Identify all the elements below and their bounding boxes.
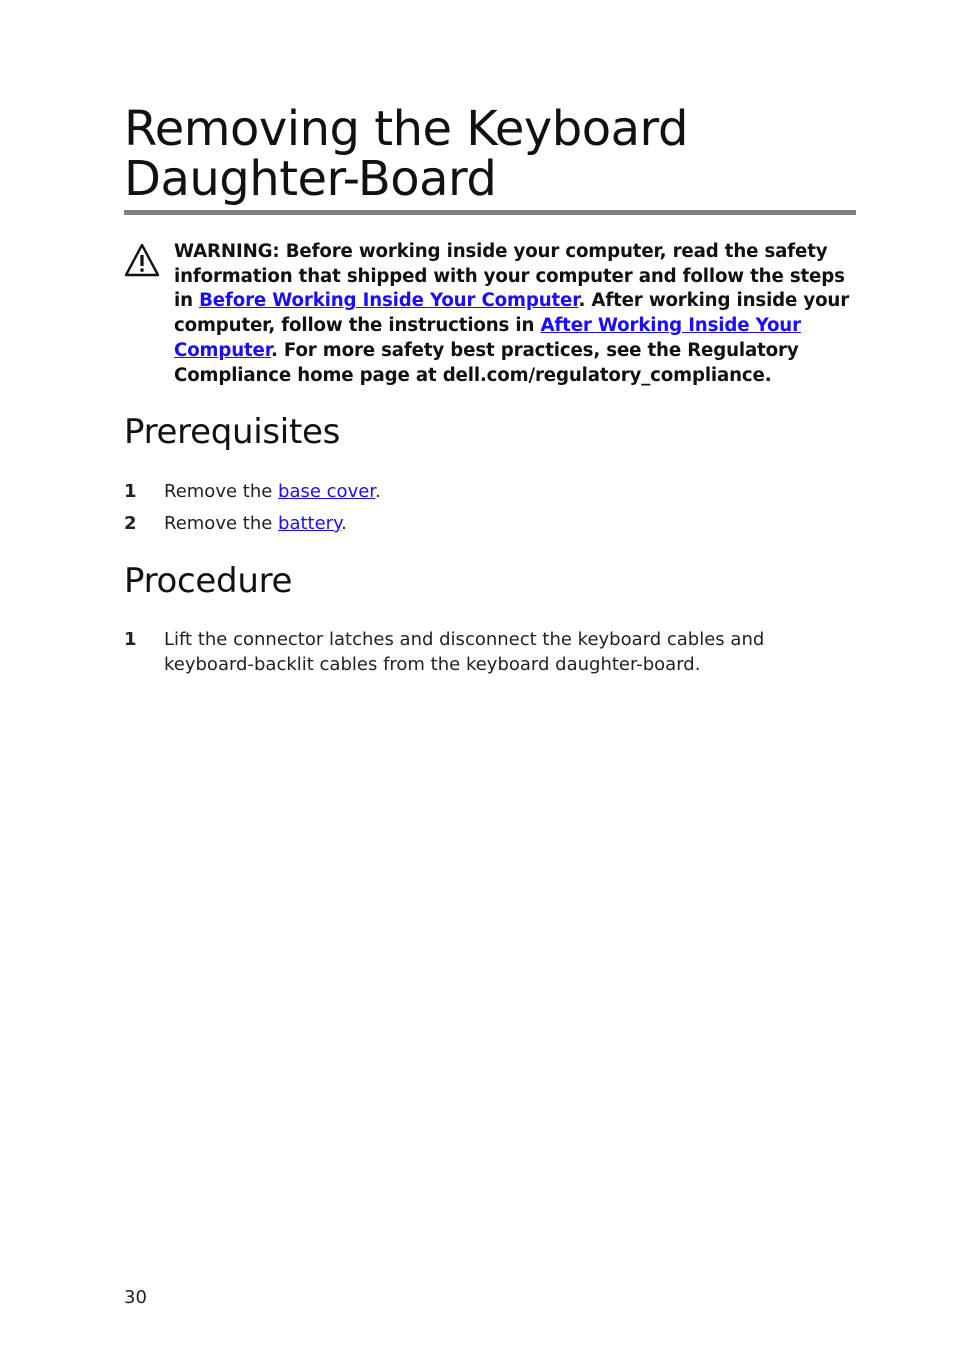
step-text-before: Remove the: [164, 481, 279, 502]
warning-text-part-1: WARNING: Before working inside your computer, read the safety information that shipped with your computer and follow the steps in: [174, 241, 845, 312]
step-text-before: Remove the: [164, 513, 279, 534]
warning-text-part-3: . For more safety best practices, see the Regulatory Compliance home page at dell.com/regulatory_compliance.: [174, 339, 799, 386]
link-before-working-inside-your-computer[interactable]: Before Working Inside Your Computer: [199, 290, 579, 312]
page-number: 30: [124, 1287, 147, 1308]
page-title-line-1: Removing the Keyboard: [124, 101, 688, 157]
link-after-working-inside-your-computer[interactable]: After Working Inside Your Computer: [174, 315, 801, 361]
step-number: 1: [124, 481, 137, 502]
step-text: [164, 480, 834, 505]
step-text: [164, 512, 834, 537]
warning-triangle-icon: [124, 243, 160, 277]
step-number: 2: [124, 513, 137, 534]
page-title-line-2: Daughter-Board: [124, 151, 497, 207]
warning-text-part-2: . After working inside your computer, follow the instructions in: [174, 290, 850, 337]
warning-text: [174, 240, 854, 388]
prerequisites-heading: Prerequisites: [124, 412, 341, 452]
link-base-cover[interactable]: base cover: [278, 481, 376, 502]
step-text: Lift the connector latches and disconnect the keyboard cables and keyboard-backlit cables from the keyboard daughter-board.: [164, 629, 765, 675]
procedure-heading: Procedure: [124, 561, 293, 601]
link-battery[interactable]: battery: [278, 513, 342, 534]
step-text-after: .: [375, 481, 381, 502]
title-underline-rule: [124, 210, 856, 215]
step-text-after: .: [341, 513, 347, 534]
step-number: 1: [124, 629, 137, 650]
page-title: [124, 101, 856, 207]
